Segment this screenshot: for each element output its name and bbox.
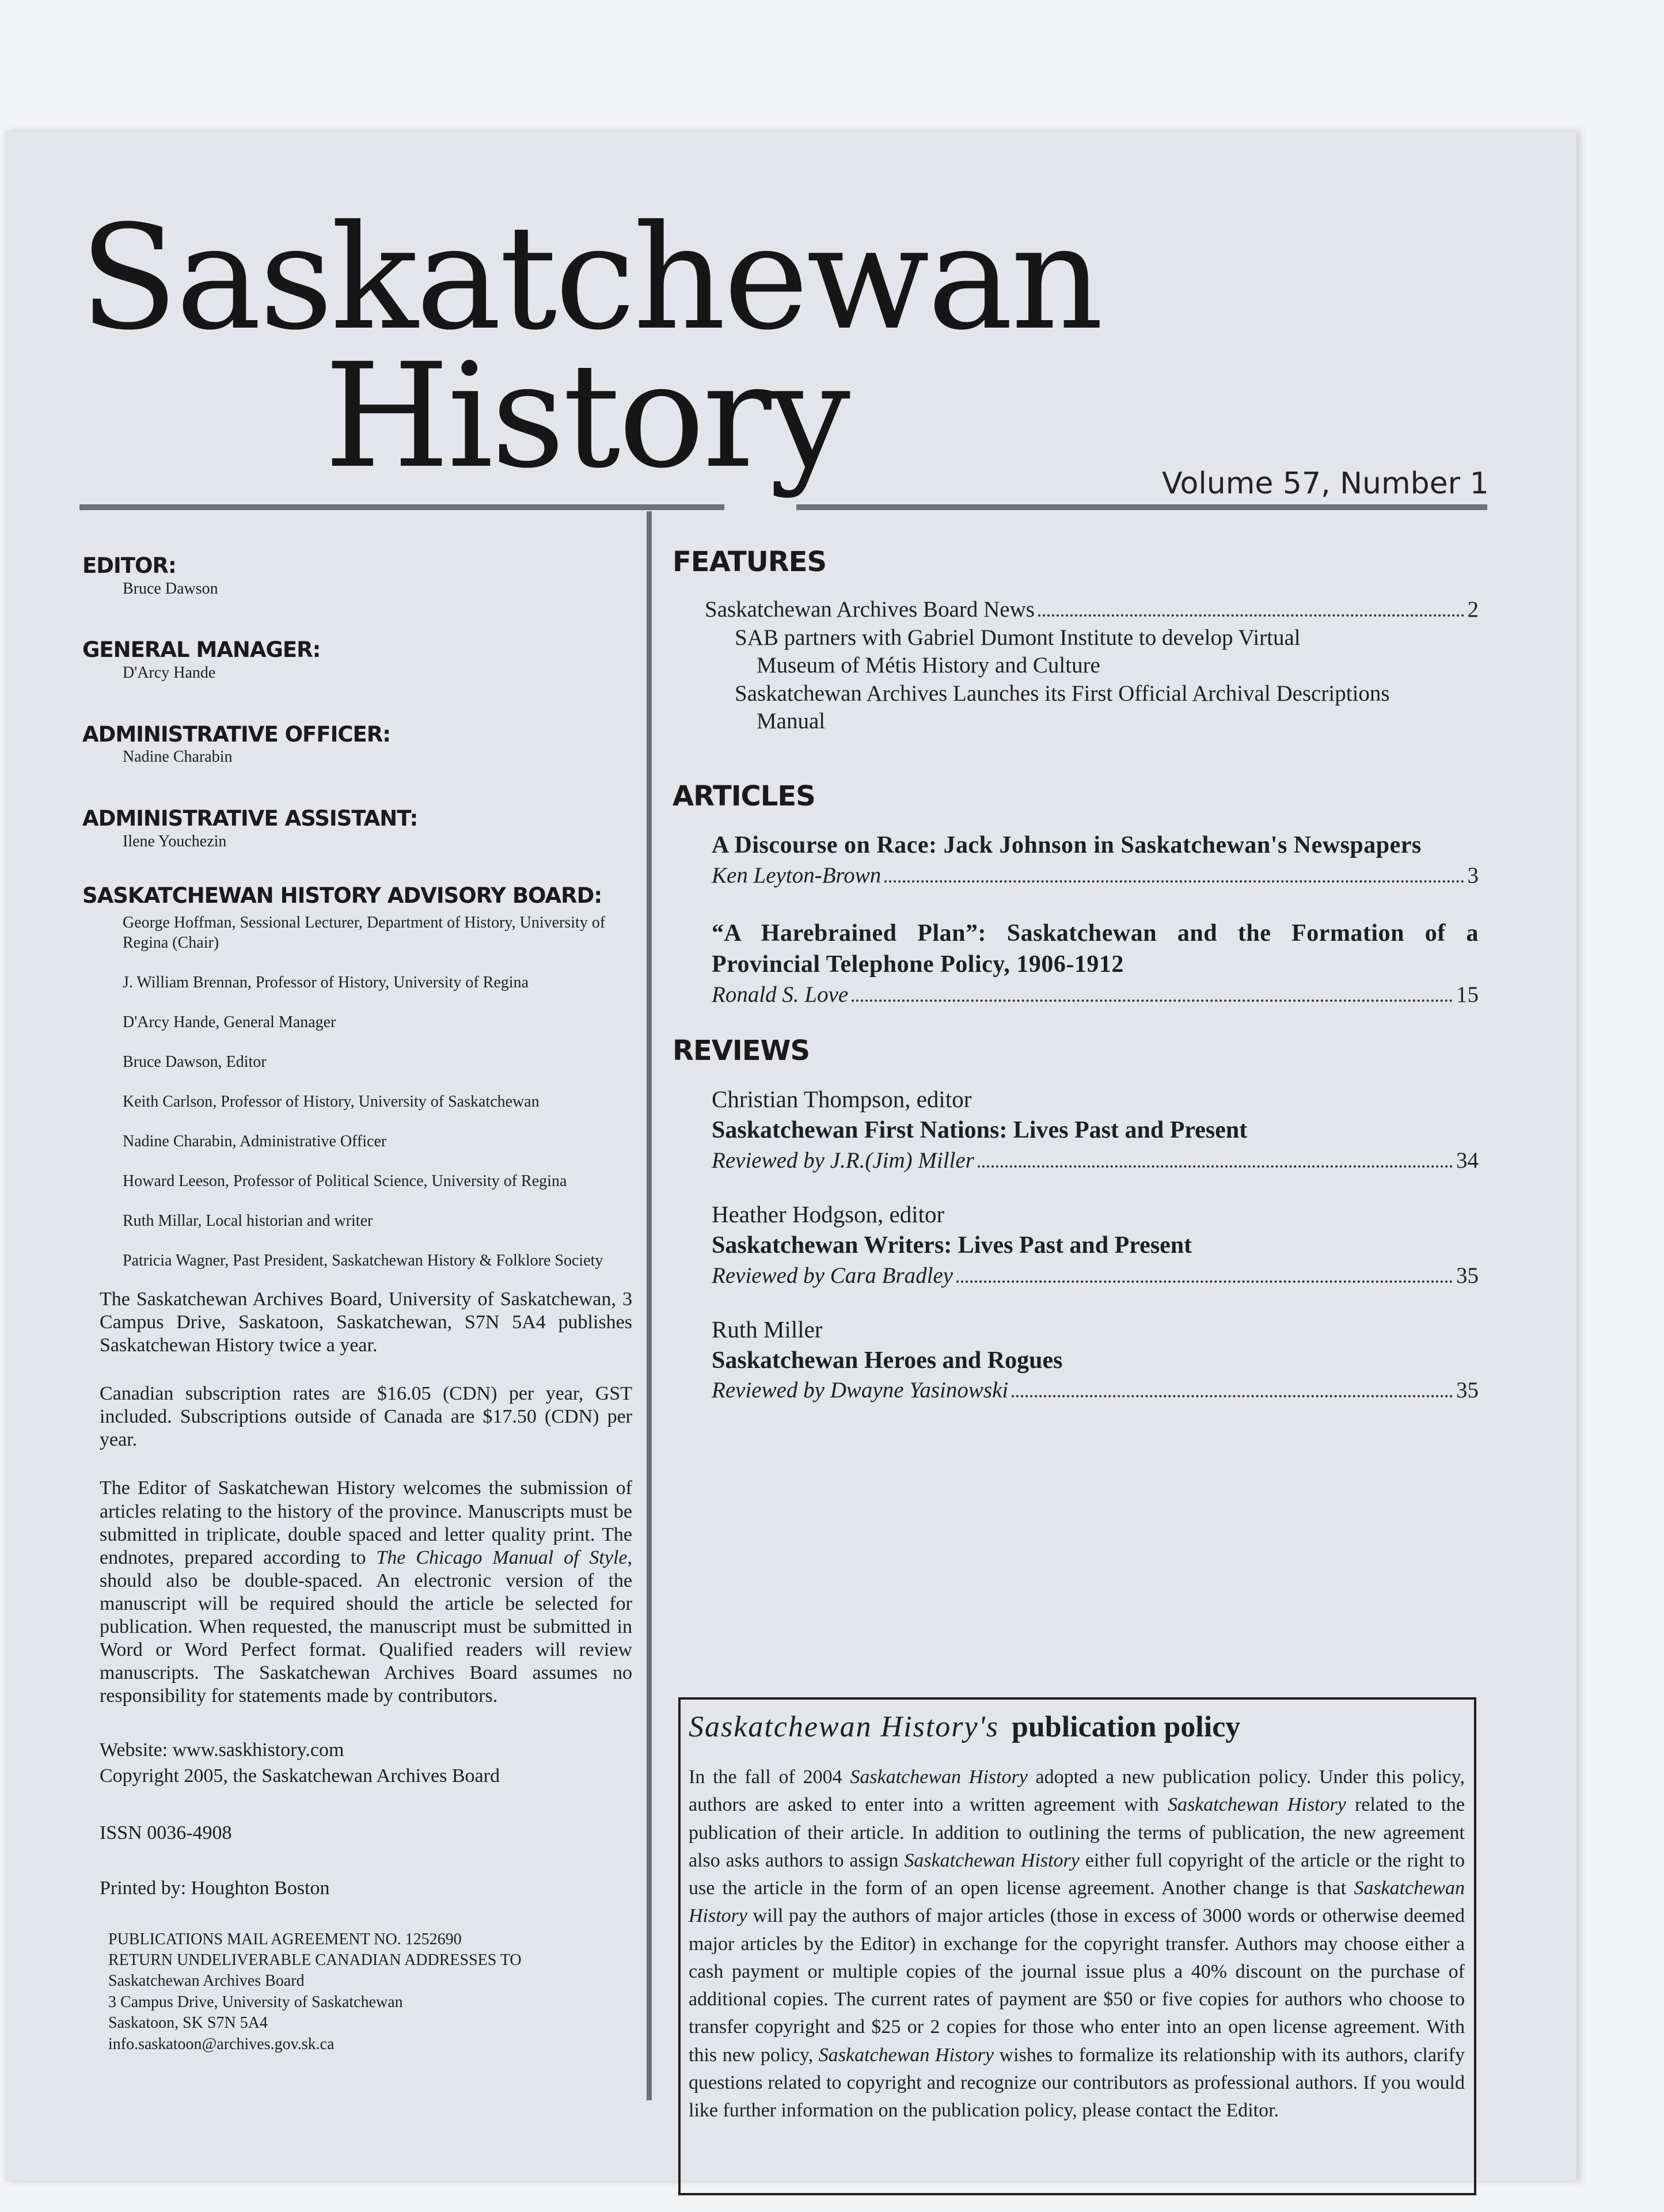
article-title: “A Harebrained Plan”: Saskatchewan and the Formation of a Provincial Telephone Policy, 1906-1912 [712,919,1479,978]
article-author: Ken Leyton-Brown [712,862,882,888]
review-book-editor: Ruth Miller [712,1316,823,1343]
features-heading: FEATURES [673,546,827,578]
reviewer: Reviewed by Cara Bradley [712,1263,953,1288]
toc-entry-features [705,595,1479,624]
toc-entry-article [673,918,1479,1009]
staff-name: Nadine Charabin [123,748,233,766]
mail-agreement [108,1929,632,2055]
table-of-contents [673,546,1479,1405]
review-byline [712,1146,1479,1175]
staff-role: EDITOR: [82,553,176,578]
advisory-board [82,884,632,1271]
articles-heading: ARTICLES [673,780,815,813]
review-book-editor: Christian Thompson, editor [712,1085,972,1112]
mail-line: RETURN UNDELIVERABLE CANADIAN ADDRESSES TO [108,1951,522,1969]
staff-general-manager [82,638,632,682]
mail-line: Saskatoon, SK S7N 5A4 [108,2014,268,2032]
article-title: A Discourse on Race: Jack Johnson in Saskatchewan's Newspapers [712,832,1422,859]
volume-number: Volume 57, Number 1 [1162,466,1489,501]
board-member: George Hoffman, Sessional Lecturer, Department of History, University of Regina (Chair) [123,913,606,952]
staff-administrative-assistant [82,807,632,851]
review-book-title: Saskatchewan First Nations: Lives Past and Present [712,1117,1248,1144]
article-byline [712,980,1479,1009]
toc-leader [956,1280,1453,1283]
policy-heading-journal: Saskatchewan History's [689,1711,999,1743]
feature-subitem-line: Museum of Métis History and Culture [757,653,1100,678]
toc-leader [1038,614,1464,617]
masthead [79,194,1101,575]
board-member: Keith Carlson, Professor of History, University of Saskatchewan [123,1092,540,1111]
policy-journal-name: Saskatchewan History [818,2044,994,2066]
policy-text: In the fall of 2004 [689,1766,850,1788]
feature-subitem-line: Manual [757,708,826,733]
staff-name: D'Arcy Hande [123,663,216,682]
policy-text: either full copyright of the article or the right to use the article in the form of an open license agreement. Another change is that [689,1849,1465,1899]
article-byline [712,861,1479,890]
toc-leader [1012,1395,1453,1397]
review-byline [712,1376,1479,1405]
printer: Printed by: Houghton Boston [100,1877,330,1899]
policy-heading [689,1710,1465,1744]
masthead-rule-left [79,504,724,510]
mail-email: info.saskatoon@archives.gov.sk.ca [108,2035,335,2053]
toc-page: 35 [1456,1378,1479,1403]
masthead-credits-column [82,554,632,2055]
reviewer: Reviewed by Dwayne Yasinowski [712,1378,1009,1403]
policy-journal-name: Saskatchewan History [850,1766,1028,1788]
feature-subitem [735,624,1479,680]
policy-text: wishes to formalize its relationship with its authors, clarify questions related to copyright and recognize our contributors as professional authors. If you would like further information on the publication policy, please contact the Editor. [689,2044,1465,2122]
board-member: Nadine Charabin, Administrative Officer [123,1132,387,1150]
copyright-line: Copyright 2005, the Saskatchewan Archives Board [100,1765,500,1787]
policy-text: adopted a new publication policy. Under this policy, authors are asked to enter into a written agreement with [689,1766,1465,1816]
submission-text-1: The Editor of Saskatchewan History welcomes the submission of articles relating to the history of the province. Manuscripts must be submitted in triplicate, double spaced and letter quality print. The endnotes, prepared according to [100,1477,632,1568]
submission-guidelines [100,1477,632,1708]
staff-name: Bruce Dawson [123,579,218,598]
submission-style-guide: The Chicago Manual of Style [376,1546,628,1568]
toc-page: 35 [1456,1263,1479,1288]
masthead-title-line2: History [324,332,848,500]
policy-journal-name: Saskatchewan History [1167,1794,1346,1816]
toc-entry-article [673,830,1479,890]
article-author: Ronald S. Love [712,982,849,1008]
toc-page: 2 [1467,597,1479,622]
toc-page: 34 [1456,1147,1479,1173]
submission-text-2: , should also be double-spaced. An electronic version of the manuscript will be required should the article be selected for publication. When requested, the manuscript must be submitted in Word or Word Perfect format. Qualified readers will review manuscripts. The Saskatchewan Archives Board assumes no responsibility for statements made by contributors. [100,1546,632,1707]
toc-leader [978,1165,1453,1168]
staff-editor [82,554,632,598]
feature-subitem-line: Saskatchewan Archives Launches its First Official Archival Descriptions [735,681,1390,706]
toc-entry-review [673,1084,1479,1175]
policy-journal-name: Saskatchewan History [904,1849,1080,1871]
mail-line: 3 Campus Drive, University of Saskatchewan [108,1993,403,2011]
journal-page [5,131,1576,2181]
board-member: J. William Brennan, Professor of History, University of Regina [123,973,529,991]
policy-text: related to the publication of their article. In addition to outlining the terms of publication, the new agreement also asks authors to assign [689,1794,1465,1871]
board-member: Ruth Millar, Local historian and writer [123,1211,373,1230]
mail-line: PUBLICATIONS MAIL AGREEMENT NO. 1252690 [108,1930,462,1948]
subscription-rates: Canadian subscription rates are $16.05 (CDN) per year, GST included. Subscriptions outside of Canada are $17.50 (CDN) per year. [100,1383,632,1451]
policy-text: will pay the authors of major articles (those in excess of 3000 words or otherwise deemed major articles by the Editor) in exchange for the copyright transfer. Authors may choose either a cash payment or multiple copies of the journal issue plus a 40% discount on the purchase of additional copies. The current rates of payment are $50 or five copies for authors who choose to transfer copyright and $25 or 2 copies for those who enter into an open license agreement. With this new policy, [689,1905,1465,2066]
review-book-title: Saskatchewan Writers: Lives Past and Present [712,1232,1192,1259]
board-member: Patricia Wagner, Past President, Saskatchewan History & Folklore Society [123,1251,603,1270]
toc-page: 3 [1467,862,1479,888]
toc-leader [884,880,1464,883]
board-member: D'Arcy Hande, General Manager [123,1013,336,1031]
reviewer: Reviewed by J.R.(Jim) Miller [712,1147,974,1173]
review-book-title: Saskatchewan Heroes and Rogues [712,1347,1063,1374]
staff-role: GENERAL MANAGER: [82,637,321,663]
feature-subitem-line: SAB partners with Gabriel Dumont Institute to develop Virtual [735,625,1301,650]
masthead-rule-right [796,504,1487,510]
board-member: Bruce Dawson, Editor [123,1052,267,1071]
mail-line: Saskatchewan Archives Board [108,1972,305,1990]
toc-entry-review [673,1314,1479,1405]
board-member: Howard Leeson, Professor of Political Science, University of Regina [123,1172,567,1190]
staff-administrative-officer [82,723,632,767]
review-book-editor: Heather Hodgson, editor [712,1200,945,1227]
policy-journal-name: Saskatchewan History [689,1877,1465,1927]
website-line: Website: www.saskhistory.com [100,1739,344,1761]
reviews-heading: REVIEWS [673,1034,810,1067]
advisory-board-heading: SASKATCHEWAN HISTORY ADVISORY BOARD: [82,883,602,909]
staff-role: ADMINISTRATIVE OFFICER: [82,721,391,747]
toc-leader [852,999,1453,1002]
feature-subitem [735,680,1479,736]
issn: ISSN 0036-4908 [100,1822,232,1844]
review-byline [712,1261,1479,1290]
column-divider [647,511,652,2100]
policy-heading-label: publication policy [1011,1711,1241,1743]
publication-policy-box [678,1697,1476,2195]
policy-body [689,1763,1465,2124]
publisher-statement: The Saskatchewan Archives Board, University of Saskatchewan, 3 Campus Drive, Saskatoon, Saskatchewan, S7N 5A4 publishes Saskatchewan History twice a year. [100,1288,632,1356]
masthead-title-line1: Saskatchewan [79,194,1101,362]
toc-entry-review [673,1199,1479,1290]
toc-title: Saskatchewan Archives Board News [705,597,1035,622]
website-copyright [100,1737,632,1790]
staff-name: Ilene Youchezin [123,832,227,850]
toc-page: 15 [1456,982,1479,1008]
staff-role: ADMINISTRATIVE ASSISTANT: [82,805,418,831]
